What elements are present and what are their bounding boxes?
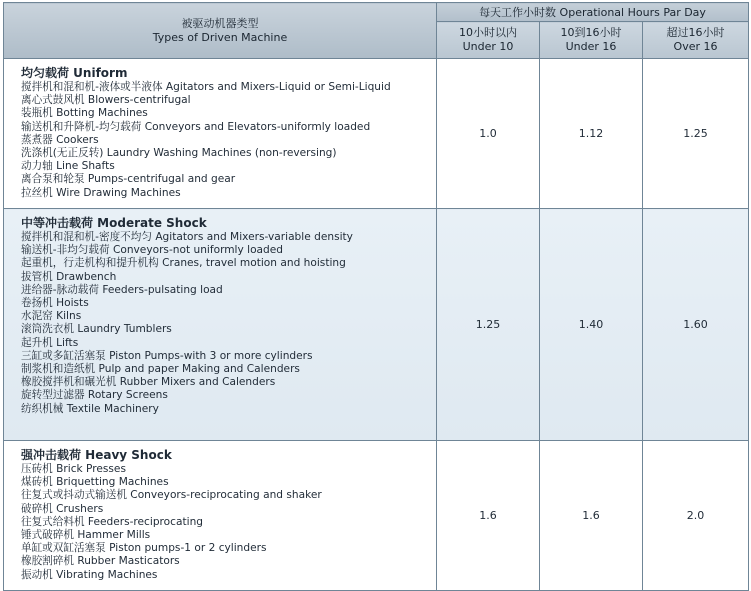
header-col-over-16 [643, 22, 749, 59]
list-item: 旋转型过滤器 Rotary Screens [21, 389, 168, 402]
factor-under-10: 1.25 [437, 209, 540, 441]
factor-under-10: 1.6 [437, 441, 540, 591]
section-machine-list [4, 59, 437, 209]
list-item: 起升机 Lifts [21, 336, 79, 349]
list-item: 搅拌机和混和机-液体或半液体 Agitators and Mixers-Liquid or Semi-Liquid [21, 81, 391, 93]
service-factor-table [3, 2, 749, 591]
list-item: 输送机-非均匀载荷 Conveyors-not uniformly loaded [21, 244, 284, 257]
factor-under-16: 1.6 [540, 441, 643, 591]
list-item: 破碎机 Crushers [21, 502, 104, 515]
header-col-cn: 10到16小时 [560, 26, 622, 39]
list-item: 振动机 Vibrating Machines [21, 568, 158, 581]
section-heavy-shock [4, 441, 749, 591]
list-item: 锤式破碎机 Hammer Mills [21, 529, 151, 542]
section-machine-list [4, 209, 437, 441]
list-item: 拔管机 Drawbench [21, 270, 117, 283]
list-item: 离合泵和轮泵 Pumps-centrifugal and gear [21, 173, 236, 186]
section-title: 中等冲击载荷 Moderate Shock [21, 216, 207, 230]
list-item: 压砖机 Brick Presses [21, 463, 126, 475]
list-item: 纺织机械 Textile Machinery [21, 402, 159, 415]
list-item: 搅拌机和混和机-密度不均匀 Agitators and Mixers-variable density [21, 231, 353, 243]
list-item: 制浆机和造纸机 Pulp and paper Making and Calenders [21, 363, 300, 376]
list-item: 蒸煮器 Cookers [21, 133, 99, 146]
list-item: 起重机，行走机构和提升机构 Cranes, travel motion and hoisting [21, 257, 346, 270]
header-col-en: Under 10 [462, 40, 514, 53]
service-factor-table-sheet [3, 2, 748, 581]
list-item: 输送机和升降机-均匀载荷 Conveyors and Elevators-uniformly loaded [21, 120, 371, 133]
list-item: 离心式鼓风机 Blowers-centrifugal [21, 94, 191, 107]
list-item: 水泥窑 Kilns [21, 310, 82, 323]
header-col-under-10 [437, 22, 540, 59]
list-item: 洗涤机(无正反转) Laundry Washing Machines (non-reversing) [21, 147, 337, 160]
list-item: 动力轴 Line Shafts [21, 160, 115, 173]
section-uniform [4, 59, 749, 209]
factor-over-16: 2.0 [643, 441, 749, 591]
list-item: 往复式或抖动式输送机 Conveyors-reciprocating and shaker [21, 489, 322, 502]
factor-over-16: 1.25 [643, 59, 749, 209]
list-item: 橡胶搅拌机和碾光机 Rubber Mixers and Calenders [21, 376, 276, 389]
factor-under-16: 1.12 [540, 59, 643, 209]
list-item: 拉丝机 Wire Drawing Machines [21, 186, 181, 199]
factor-over-16: 1.60 [643, 209, 749, 441]
section-machine-list [4, 441, 437, 591]
list-item: 三缸或多缸活塞泵 Piston Pumps-with 3 or more cylinders [21, 349, 313, 362]
list-item: 装瓶机 Botting Machines [21, 107, 148, 120]
list-item: 卷扬机 Hoists [21, 297, 89, 310]
factor-under-16: 1.40 [540, 209, 643, 441]
list-item: 进给器-脉动载荷 Feeders-pulsating load [21, 283, 223, 296]
section-title: 强冲击载荷 Heavy Shock [21, 448, 172, 462]
section-moderate-shock [4, 209, 749, 441]
list-item: 滚筒洗衣机 Laundry Tumblers [21, 323, 172, 336]
list-item: 单缸或双缸活塞泵 Piston pumps-1 or 2 cylinders [21, 542, 267, 555]
header-machine-type [4, 3, 437, 59]
header-col-cn: 10小时以内 [459, 26, 517, 39]
list-item: 煤砖机 Briquetting Machines [21, 476, 169, 489]
header-col-en: Over 16 [673, 40, 718, 53]
header-operational-hours: 每天工作小时数 Operational Hours Par Day [437, 3, 749, 22]
list-item: 橡胶割碎机 Rubber Masticators [21, 555, 180, 568]
header-type-en: Types of Driven Machine [152, 30, 288, 44]
header-col-en: Under 16 [565, 40, 617, 53]
factor-under-10: 1.0 [437, 59, 540, 209]
header-col-cn: 超过16小时 [666, 26, 725, 39]
header-type-cn: 被驱动机器类型 [181, 16, 259, 30]
header-col-under-16 [540, 22, 643, 59]
section-title: 均匀载荷 Uniform [21, 66, 128, 80]
list-item: 往复式给料机 Feeders-reciprocating [21, 515, 204, 528]
